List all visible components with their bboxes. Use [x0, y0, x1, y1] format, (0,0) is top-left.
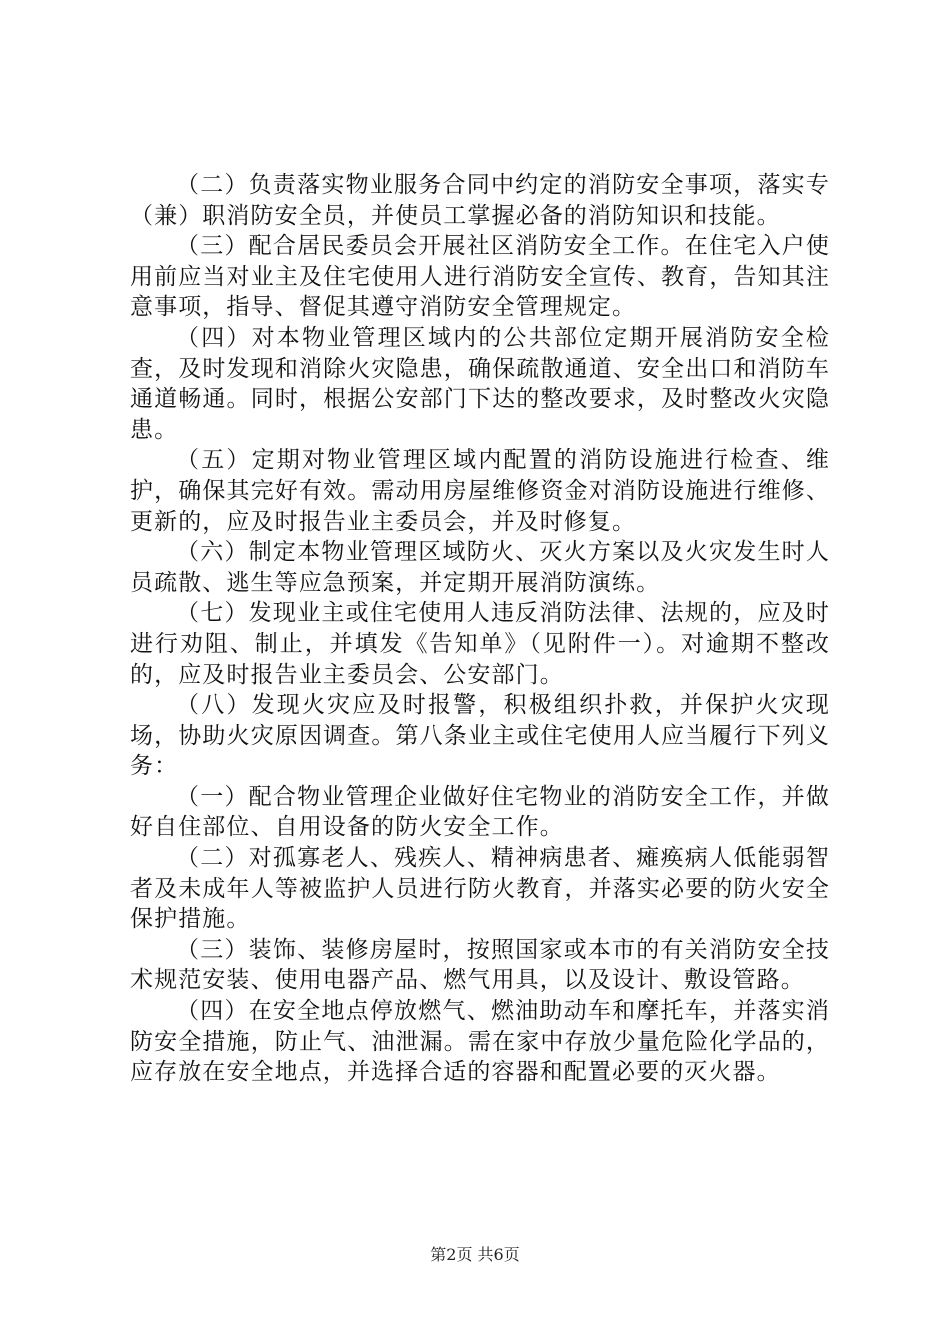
paragraph: （四）在安全地点停放燃气、燃油助动车和摩托车，并落实消防安全措施，防止气、油泄漏。需在家中存放少量危险化学品的，应存放在安全地点，并选择合适的容器和配置必要的灭火器。 [130, 998, 830, 1086]
paragraph: （三）配合居民委员会开展社区消防安全工作。在住宅入户使用前应当对业主及住宅使用人进行消防安全宣传、教育，告知其注意事项，指导、督促其遵守消防安全管理规定。 [130, 233, 830, 321]
paragraph: （二）负责落实物业服务合同中约定的消防安全事项，落实专（兼）职消防安全员，并使员工掌握必备的消防知识和技能。 [130, 172, 830, 229]
document-body [130, 170, 830, 1088]
paragraph: （六）制定本物业管理区域防火、灭火方案以及火灾发生时人员疏散、逃生等应急预案，并定期开展消防演练。 [130, 539, 830, 596]
paragraph: （二）对孤寡老人、残疾人、精神病患者、瘫痪病人低能弱智者及未成年人等被监护人员进行防火教育，并落实必要的防火安全保护措施。 [130, 845, 830, 933]
page-number: 第2页 共6页 [430, 1245, 520, 1264]
paragraph: （一）配合物业管理企业做好住宅物业的消防安全工作，并做好自住部位、自用设备的防火安全工作。 [130, 783, 830, 841]
paragraph: （八）发现火灾应及时报警，积极组织扑救，并保护火灾现场，协助火灾原因调查。第八条业主或住宅使用人应当履行下列义务： [130, 692, 830, 780]
paragraph: （四）对本物业管理区域内的公共部位定期开展消防安全检查，及时发现和消除火灾隐患，确保疏散通道、安全出口和消防车通道畅通。同时，根据公安部门下达的整改要求，及时整改火灾隐患。 [130, 324, 830, 443]
paragraph: （七）发现业主或住宅使用人违反消防法律、法规的，应及时进行劝阻、制止，并填发《告知单》（见附件一）。对逾期不整改的，应及时报告业主委员会、公安部门。 [130, 600, 830, 688]
paragraph: （五）定期对物业管理区域内配置的消防设施进行检查、维护，确保其完好有效。需动用房屋维修资金对消防设施进行维修、更新的，应及时报告业主委员会，并及时修复。 [130, 447, 830, 535]
paragraph: （三）装饰、装修房屋时，按照国家或本市的有关消防安全技术规范安装、使用电器产品、燃气用具，以及设计、敷设管路。 [130, 936, 830, 994]
